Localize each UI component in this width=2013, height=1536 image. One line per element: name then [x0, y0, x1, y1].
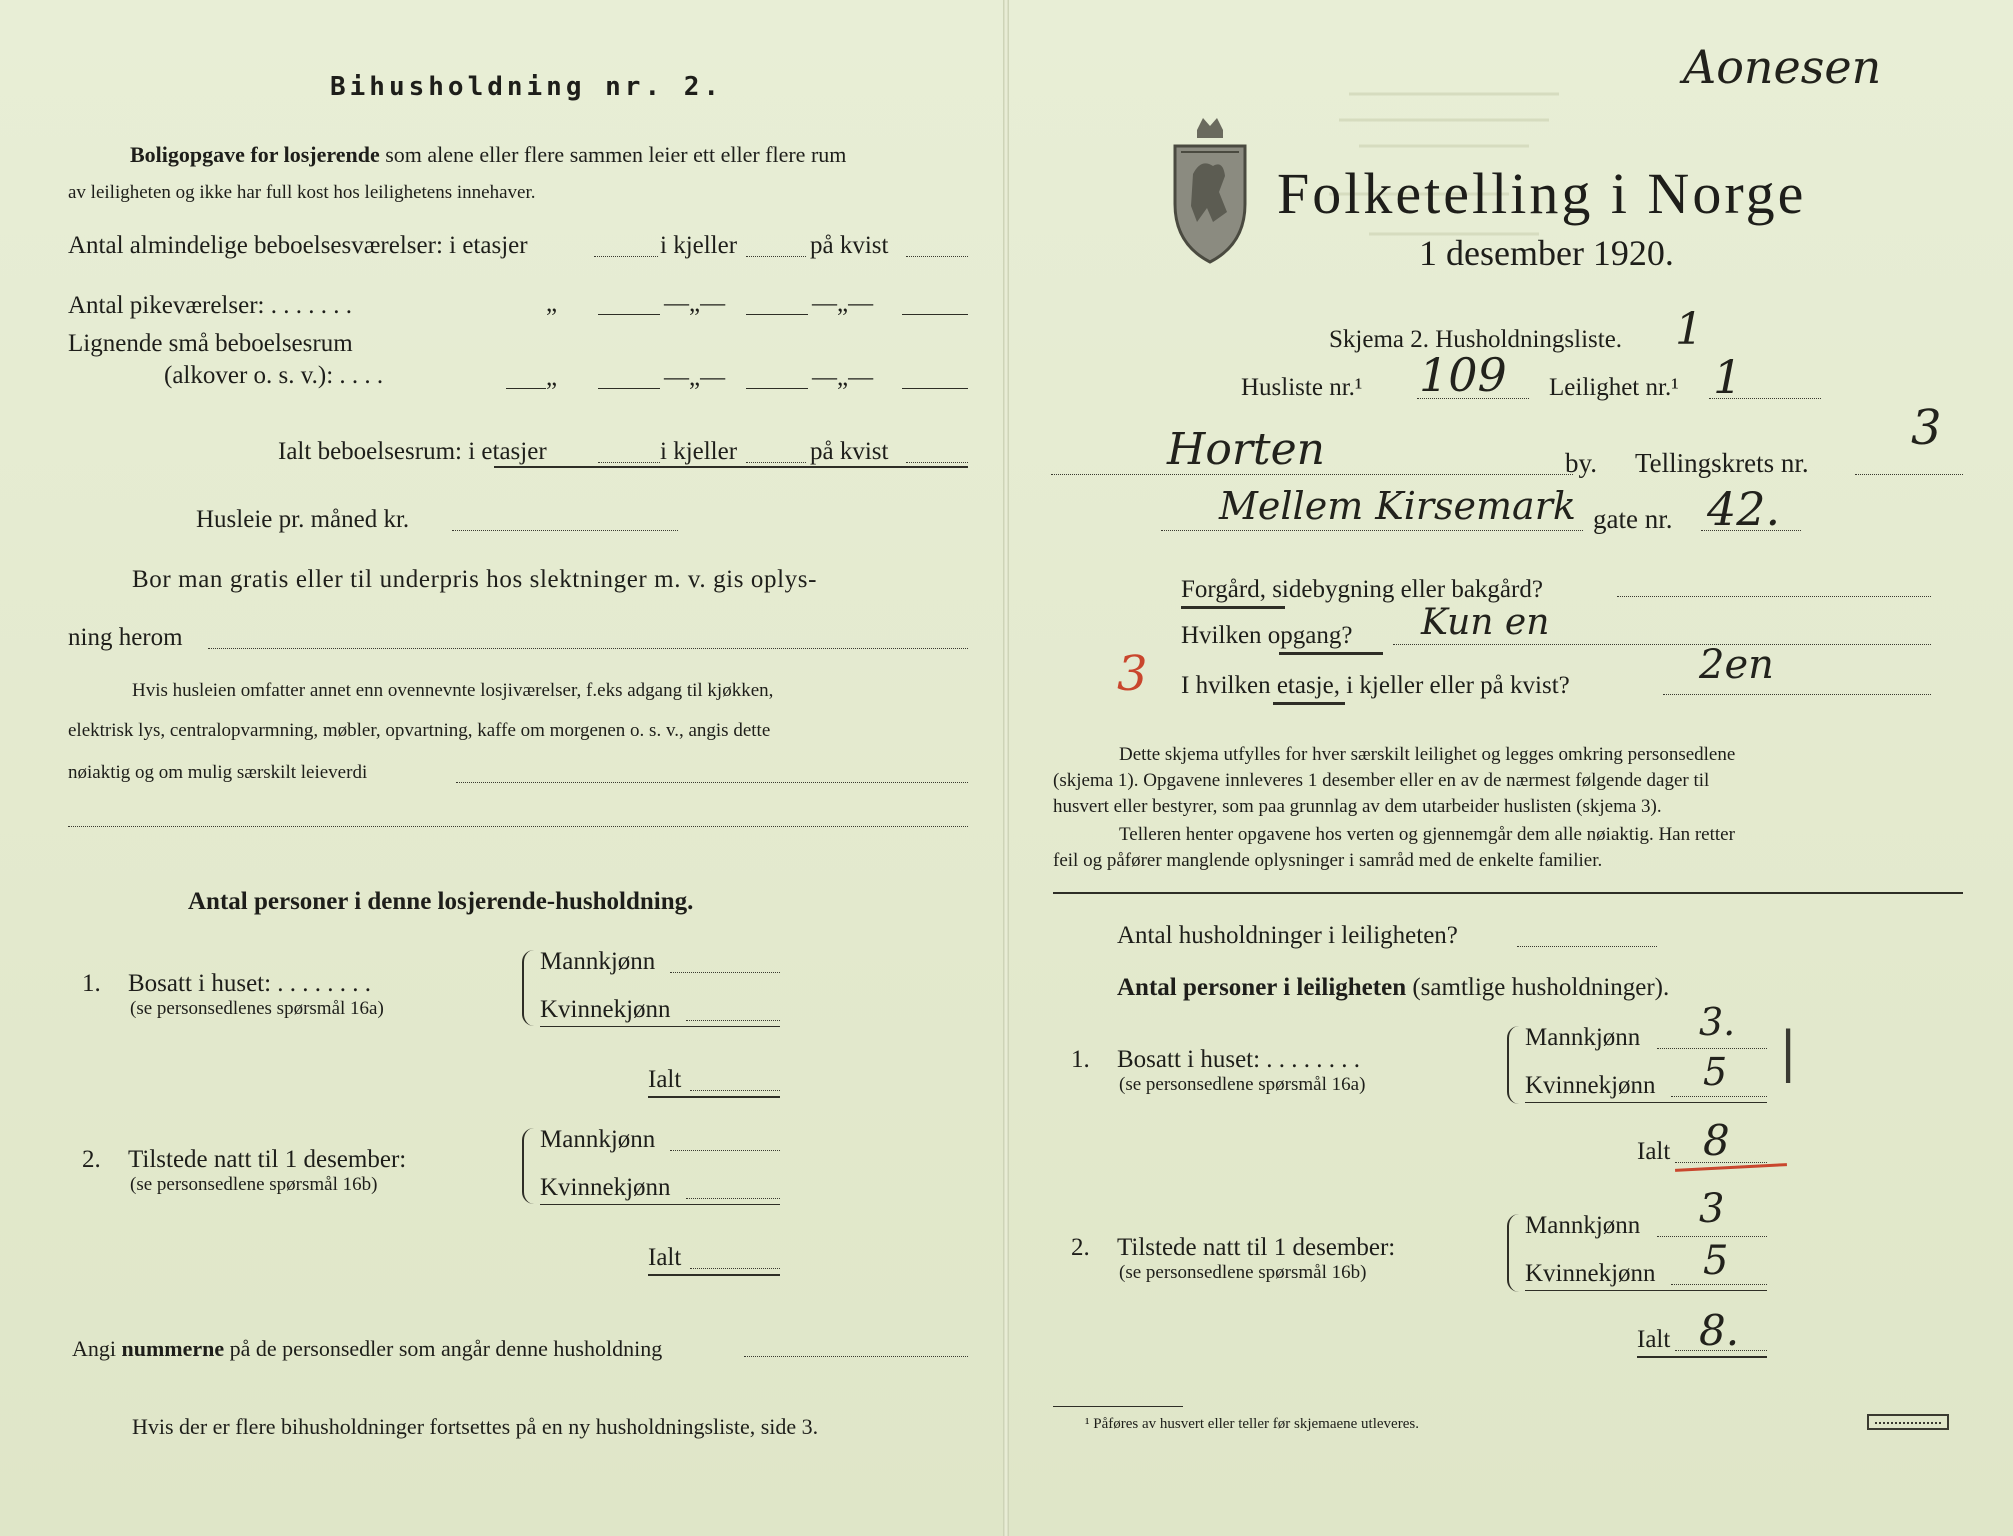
- right-q2-kvinne-label: Kvinnekjønn: [1525, 1260, 1656, 1287]
- pikevaerelser-label: Antal pikeværelser: . . . . . . .: [68, 292, 352, 319]
- antal-pers-bold: Antal personer i leiligheten: [1117, 974, 1407, 1001]
- right-q1-brace: [1507, 1026, 1525, 1104]
- right-q1-sum-rule: [1525, 1102, 1767, 1103]
- lign-ditto-3: —„—: [812, 364, 874, 391]
- left-q2-ialt-label: Ialt: [648, 1244, 682, 1271]
- info-line-2: (skjema 1). Opgavene innleveres 1 desember eller en av de nærmest følgende dager til: [1053, 770, 1710, 791]
- right-q1-kvinne-label: Kvinnekjønn: [1525, 1072, 1656, 1099]
- opgang-label: Hvilken opgang?: [1181, 622, 1353, 649]
- alm-kjeller-field[interactable]: [746, 256, 806, 257]
- antal-pers-line: [1117, 974, 1669, 1002]
- forgaard-underline: [1181, 606, 1285, 609]
- husleie-label: Husleie pr. måned kr.: [196, 506, 410, 533]
- left-q2-sum-rule: [540, 1204, 780, 1205]
- left-q1-ialt-field[interactable]: [690, 1090, 780, 1091]
- right-q1-mann-label: Mannkjønn: [1525, 1024, 1641, 1051]
- alm-etasjer-field[interactable]: [594, 256, 658, 257]
- leilighet-value: 1: [1713, 350, 1743, 404]
- leieverdi-field-2[interactable]: [68, 826, 968, 827]
- info-line-5: feil og påfører manglende oplysninger i samråd med de enkelte familier.: [1053, 850, 1603, 871]
- ialt-rum-label: Ialt beboelsesrum: i etasjer: [278, 438, 547, 465]
- printer-stamp-icon: [1867, 1414, 1949, 1430]
- lign-ditto-1: „: [546, 364, 558, 391]
- intro-line-2: av leiligheten og ikke har full kost hos leilighetens innehaver.: [68, 182, 536, 203]
- right-q2-ialt-value: 8.: [1699, 1306, 1740, 1355]
- lign-pre-field[interactable]: [506, 388, 546, 389]
- skjema-hand-value: 1: [1675, 304, 1703, 355]
- left-q2-number: 2.: [82, 1146, 101, 1173]
- lign-kvist-field[interactable]: [902, 388, 968, 389]
- info-line-4: Telleren henter opgavene hos verten og gjennemgår dem alle nøiaktig. Han retter: [1119, 824, 1735, 845]
- leilighet-label: Leilighet nr.¹: [1549, 374, 1679, 401]
- left-q2-sub: (se personsedlene spørsmål 16b): [130, 1174, 378, 1195]
- opgang-field[interactable]: [1393, 644, 1931, 645]
- left-footer: Hvis der er flere bihusholdninger fortsettes på en ny husholdningsliste, side 3.: [132, 1414, 819, 1439]
- left-q2-brace: [522, 1128, 540, 1204]
- lign-ditto-2: —„—: [664, 364, 726, 391]
- right-q1-ialt-label: Ialt: [1637, 1138, 1671, 1165]
- intro-bold: Boligopgave for losjerende: [130, 142, 380, 167]
- opgang-value: Kun en: [1421, 602, 1550, 643]
- right-q1-mann-value: 3.: [1699, 1000, 1736, 1044]
- right-q2-kvinne-value: 5: [1703, 1238, 1729, 1284]
- info-line-3: husvert eller bestyrer, som paa grunnlag av dem utarbeider huslisten (skjema 3).: [1053, 796, 1662, 817]
- right-q1-sub: (se personsedlene spørsmål 16a): [1119, 1074, 1366, 1095]
- right-q2-ialt-rule: [1637, 1356, 1767, 1358]
- hvis-husleien-3: nøiaktig og om mulig særskilt leieverdi: [68, 762, 368, 783]
- left-q1-brace: [522, 950, 540, 1026]
- etasje-red-mark: 3: [1117, 646, 1148, 702]
- right-q1-red-underline: [1675, 1163, 1787, 1172]
- left-q2-mann-field[interactable]: [670, 1150, 780, 1151]
- gate-label: gate nr.: [1593, 504, 1673, 534]
- left-q1-mann-label: Mannkjønn: [540, 948, 656, 975]
- right-q2-mann-value: 3: [1699, 1186, 1725, 1232]
- by-label: by.: [1565, 448, 1597, 478]
- by-field[interactable]: [1051, 474, 1573, 475]
- angi-field[interactable]: [744, 1356, 968, 1357]
- pike-kjeller-field[interactable]: [746, 314, 808, 315]
- handwritten-corner-name: Aonesen: [1683, 40, 1882, 94]
- forgaard-label: Forgård, sidebygning eller bakgård?: [1181, 576, 1543, 603]
- footnote: ¹ Påføres av husvert eller teller før skjemaene utleveres.: [1085, 1416, 1419, 1432]
- bor-man-label: Bor man gratis eller til underpris hos slektninger m. v. gis oplys-: [132, 566, 818, 593]
- footnote-rule: [1053, 1406, 1183, 1407]
- left-title: Bihusholdning nr. 2.: [330, 72, 724, 102]
- right-q2-mann-field[interactable]: [1657, 1236, 1767, 1237]
- right-q2-ialt-label: Ialt: [1637, 1326, 1671, 1353]
- ialt-kjeller-label: i kjeller: [660, 438, 738, 465]
- right-q2-number: 2.: [1071, 1234, 1090, 1261]
- right-q1-check-stroke: |: [1779, 1020, 1798, 1083]
- left-q2-ialt-rule: [648, 1274, 780, 1276]
- gate-nr-value: 42.: [1707, 482, 1781, 536]
- hvis-husleien-1: Hvis husleien omfatter annet enn ovennevnte losjiværelser, f.eks adgang til kjøkken,: [132, 680, 774, 701]
- left-q2-mann-label: Mannkjønn: [540, 1126, 656, 1153]
- form-date: 1 desember 1920.: [1419, 233, 1674, 273]
- left-q1-number: 1.: [82, 970, 101, 997]
- antal-pers-rest: (samtlige husholdninger).: [1412, 974, 1670, 1001]
- info-line-1: Dette skjema utfylles for hver særskilt leilighet og legges omkring personsedlene: [1119, 744, 1736, 765]
- angi-bold: nummerne: [121, 1336, 225, 1361]
- antal-alm-label: Antal almindelige beboelsesværelser: i etasjer: [68, 232, 528, 259]
- right-q2-label: Tilstede natt til 1 desember:: [1117, 1234, 1396, 1261]
- antal-hush-field[interactable]: [1517, 946, 1657, 947]
- pike-ditto-1: „: [546, 290, 558, 317]
- left-q2-ialt-field[interactable]: [690, 1268, 780, 1269]
- alm-kvist-field[interactable]: [906, 256, 968, 257]
- left-q2-label: Tilstede natt til 1 desember:: [128, 1146, 407, 1173]
- pike-etasjer-field[interactable]: [598, 314, 660, 315]
- left-page: [0, 0, 1004, 1536]
- forgaard-field[interactable]: [1617, 596, 1931, 597]
- left-q1-kvinne-field[interactable]: [686, 1020, 780, 1021]
- leieverdi-field[interactable]: [456, 782, 968, 783]
- pike-kvist-field[interactable]: [902, 314, 968, 315]
- pike-ditto-3: —„—: [812, 290, 874, 317]
- left-q1-ialt-rule: [648, 1096, 780, 1098]
- gate-field[interactable]: [1161, 530, 1583, 531]
- right-q2-sub: (se personsedlene spørsmål 16b): [1119, 1262, 1367, 1283]
- alm-kvist-label: på kvist: [810, 232, 889, 259]
- right-q1-number: 1.: [1071, 1046, 1090, 1073]
- left-q2-kvinne-field[interactable]: [686, 1198, 780, 1199]
- husliste-label: Husliste nr.¹: [1241, 374, 1363, 401]
- lign-etasjer-field[interactable]: [598, 388, 660, 389]
- skjema-label: Skjema 2. Husholdningsliste.: [1329, 326, 1623, 353]
- info-divider: [1053, 892, 1963, 894]
- by-value: Horten: [1167, 424, 1325, 475]
- right-page: [1009, 0, 2013, 1536]
- form-title: Folketelling i Norge: [1277, 161, 1807, 226]
- ialt-kvist-label: på kvist: [810, 438, 889, 465]
- opgang-underline: [1279, 652, 1383, 655]
- antal-personer-heading: Antal personer i denne losjerende-husholdning.: [188, 888, 694, 915]
- hvis-husleien-2: elektrisk lys, centralopvarmning, møbler, opvartning, kaffe om morgenen o. s. v., angis dette: [68, 720, 771, 741]
- intro-rest: som alene eller flere sammen leier ett eller flere rum: [385, 142, 847, 167]
- left-q1-mann-field[interactable]: [670, 972, 780, 973]
- right-q2-brace: [1507, 1214, 1525, 1292]
- alm-kjeller-label: i kjeller: [660, 232, 738, 259]
- lignende-label-2: (alkover o. s. v.): . . . .: [164, 362, 384, 389]
- right-q2-sum-rule: [1525, 1290, 1767, 1291]
- ialt-rum-underline: [494, 466, 968, 468]
- antal-hush-label: Antal husholdninger i leiligheten?: [1117, 922, 1458, 949]
- angi-1: Angi: [72, 1336, 116, 1361]
- angi-2: på de personsedler som angår denne husholdning: [229, 1336, 663, 1361]
- lign-kjeller-field[interactable]: [746, 388, 808, 389]
- intro-line-1: [130, 142, 846, 168]
- etasje-underline: [1273, 702, 1345, 705]
- ning-herom-field[interactable]: [208, 648, 968, 649]
- left-q1-kvinne-label: Kvinnekjønn: [540, 996, 671, 1023]
- right-q1-kvinne-value: 5: [1703, 1050, 1728, 1094]
- tellingskrets-label: Tellingskrets nr.: [1635, 448, 1809, 478]
- husliste-value: 109: [1419, 348, 1507, 402]
- tellingskrets-field[interactable]: [1855, 474, 1963, 475]
- right-q1-label: Bosatt i huset: . . . . . . . .: [1117, 1046, 1361, 1073]
- lignende-label-1: Lignende små beboelsesrum: [68, 330, 353, 357]
- left-q2-kvinne-label: Kvinnekjønn: [540, 1174, 671, 1201]
- left-q1-ialt-label: Ialt: [648, 1066, 682, 1093]
- norwegian-lion-coat-of-arms-icon: [1167, 112, 1253, 273]
- ialt-kvist-field[interactable]: [906, 462, 968, 463]
- etasje-label: I hvilken etasje, i kjeller eller på kvist?: [1181, 672, 1570, 699]
- etasje-field[interactable]: [1663, 694, 1931, 695]
- angi-line: [72, 1336, 662, 1362]
- ialt-kjeller-field[interactable]: [746, 462, 806, 463]
- right-q2-kvinne-field[interactable]: [1671, 1284, 1767, 1285]
- husleie-field[interactable]: [452, 530, 678, 531]
- tellingskrets-value: 3: [1911, 400, 1942, 456]
- gate-value: Mellem Kirsemark: [1219, 484, 1576, 528]
- pike-ditto-2: —„—: [664, 290, 726, 317]
- ialt-etasjer-field[interactable]: [598, 462, 660, 463]
- ning-herom-label: ning herom: [68, 624, 183, 651]
- right-q2-mann-label: Mannkjønn: [1525, 1212, 1641, 1239]
- right-q1-kvinne-field[interactable]: [1671, 1096, 1767, 1097]
- etasje-value: 2en: [1699, 642, 1774, 688]
- right-q1-ialt-value: 8: [1703, 1116, 1730, 1165]
- left-q1-sum-rule: [540, 1026, 780, 1027]
- left-q1-sub: (se personsedlenes spørsmål 16a): [130, 998, 384, 1019]
- left-q1-label: Bosatt i huset: . . . . . . . .: [128, 970, 372, 997]
- right-q1-mann-field[interactable]: [1657, 1048, 1767, 1049]
